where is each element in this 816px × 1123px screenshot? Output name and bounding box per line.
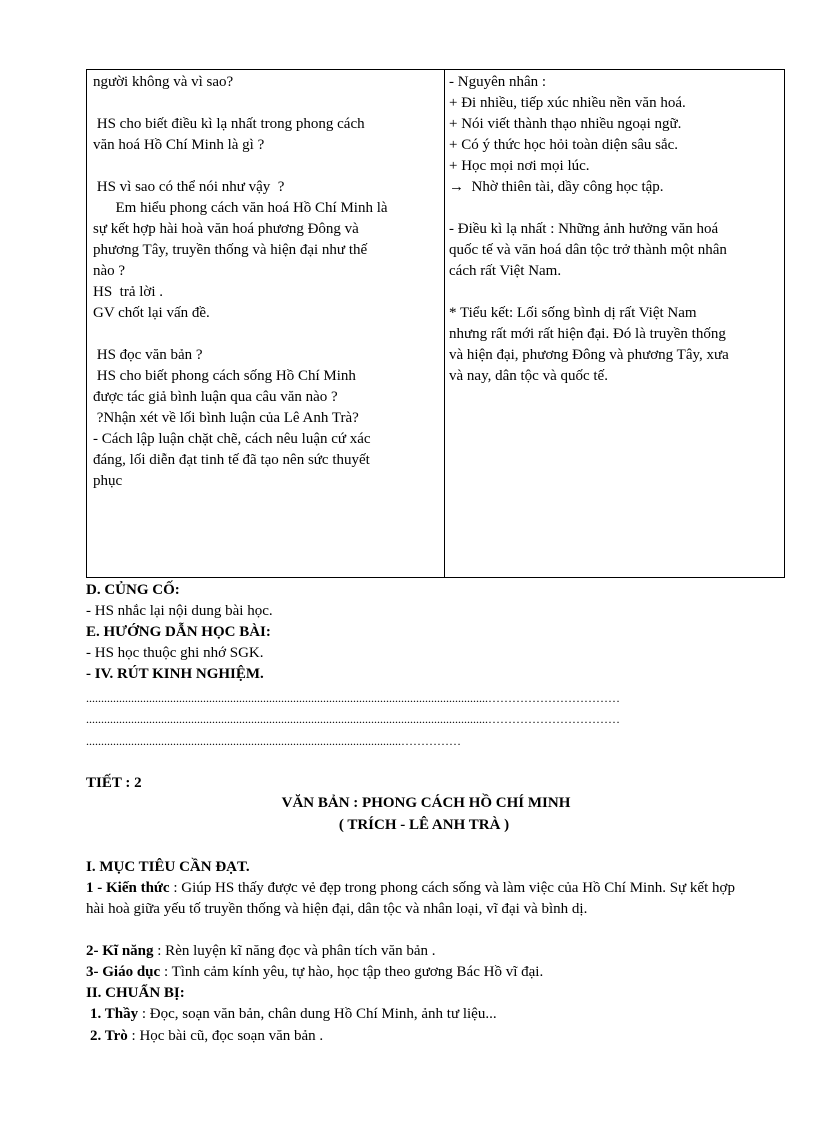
right-line: + Có ý thức học hỏi toàn diện sâu sắc.	[449, 137, 679, 153]
right-line: cách rất Việt Nam.	[449, 263, 562, 279]
left-line: ?Nhận xét về lối bình luận của Lê Anh Trà?	[93, 410, 359, 426]
right-line: - Điều kì lạ nhất : Những ảnh hưởng văn hoá	[449, 221, 719, 237]
right-line: và hiện đại, phương Đông và phương Tây, xưa	[449, 347, 729, 363]
right-line: + Nói viết thành thạo nhiều ngoại ngữ.	[449, 116, 682, 132]
notes-dotted-line-3: .........................................................................................................……………	[86, 734, 461, 748]
right-line: - Nguyên nhân :	[449, 74, 547, 90]
section-d-text: - HS nhắc lại nội dung bài học.	[86, 603, 273, 619]
student-label: 2. Trò	[90, 1028, 128, 1044]
left-line: HS cho biết phong cách sống Hồ Chí Minh	[93, 368, 356, 384]
left-line: - Cách lập luận chặt chẽ, cách nêu luận cứ xác	[93, 431, 371, 447]
right-line: nhưng rất mới rất hiện đại. Đó là truyền thống	[449, 326, 726, 342]
education-text: : Tình cảm kính yêu, tự hào, học tập theo gương Bác Hồ vĩ đại.	[160, 964, 544, 980]
skill-label: 2- Kĩ năng	[86, 943, 154, 959]
teacher-text: : Đọc, soạn văn bản, chân dung Hồ Chí Minh, ảnh tư liệu...	[138, 1006, 497, 1022]
left-line	[93, 324, 433, 345]
teacher-student-activity-cell	[93, 72, 433, 492]
knowledge-label: 1 - Kiến thức	[86, 880, 170, 896]
right-line	[449, 282, 779, 303]
objectives-education	[86, 962, 786, 983]
left-line: HS vì sao có thể nói như vậy ?	[93, 179, 285, 195]
left-line: GV chốt lại vấn đề.	[93, 305, 210, 321]
left-line: Em hiểu phong cách văn hoá Hồ Chí Minh là	[93, 200, 388, 216]
knowledge-text: : Giúp HS thấy được vẻ đẹp trong phong cách sống và làm việc của Hồ Chí Minh. Sự kết hợp hài hoà giữa yếu tố truyền thống và hiện đại, dân tộc và nhân loại, vĩ đại và bình dị.	[86, 880, 735, 917]
section-e-heading: E. HƯỚNG DẪN HỌC BÀI:	[86, 624, 271, 640]
left-line	[93, 156, 433, 177]
left-line: phương Tây, truyền thống và hiện đại như thế	[93, 242, 368, 258]
lesson-title: VĂN BẢN : PHONG CÁCH HỒ CHÍ MINH	[281, 795, 571, 811]
right-line: * Tiểu kết: Lối sống bình dị rất Việt Nam	[449, 305, 697, 321]
objectives-knowledge	[86, 878, 746, 920]
lesson-subtitle: ( TRÍCH - LÊ ANH TRÀ )	[338, 817, 510, 833]
section-e-text: - HS học thuộc ghi nhớ SGK.	[86, 645, 264, 661]
preparation-heading: II. CHUẨN BỊ:	[86, 985, 185, 1001]
right-line: + Đi nhiều, tiếp xúc nhiều nền văn hoá.	[449, 95, 686, 111]
notes-dotted-line-1: ......................................................................................................................................……………………………	[86, 691, 620, 705]
objectives-skill	[86, 941, 786, 962]
left-line: đáng, lối diễn đạt tinh tế đã tạo nên sức thuyết	[93, 452, 370, 468]
table-column-divider	[444, 70, 445, 577]
left-line: được tác giả bình luận qua câu văn nào ?	[93, 389, 338, 405]
section-iv-heading: - IV. RÚT KINH NGHIỆM.	[86, 666, 264, 682]
preparation-student	[90, 1026, 790, 1047]
left-line: phục	[93, 473, 123, 489]
right-line: quốc tế và văn hoá dân tộc trở thành một nhân	[449, 242, 727, 258]
right-line	[449, 198, 779, 219]
teacher-label: 1. Thầy	[90, 1006, 139, 1022]
left-line: người không và vì sao?	[93, 74, 234, 90]
left-line: nào ?	[93, 263, 126, 279]
right-line: → Nhờ thiên tài, dầy công học tập.	[449, 179, 664, 195]
education-label: 3- Giáo dục	[86, 964, 161, 980]
skill-text: : Rèn luyện kĩ năng đọc và phân tích văn bản .	[153, 943, 436, 959]
preparation-teacher	[90, 1004, 790, 1025]
student-text: : Học bài cũ, đọc soạn văn bản .	[127, 1028, 324, 1044]
section-d-heading: D. CỦNG CỐ:	[86, 582, 180, 598]
left-line: HS trả lời .	[93, 284, 164, 300]
lesson-table	[86, 69, 785, 578]
left-line: văn hoá Hồ Chí Minh là gì ?	[93, 137, 265, 153]
left-line: sự kết hợp hài hoà văn hoá phương Đông và	[93, 221, 359, 237]
lesson-period: TIẾT : 2	[86, 775, 142, 791]
left-line: HS đọc văn bản ?	[93, 347, 203, 363]
objectives-heading: I. MỤC TIÊU CẦN ĐẠT.	[86, 859, 250, 875]
lesson-content-cell	[449, 72, 779, 387]
right-line: + Học mọi nơi mọi lúc.	[449, 158, 590, 174]
notes-dotted-line-2: ......................................................................................................................................……………………………	[86, 712, 620, 726]
right-line: và nay, dân tộc và quốc tế.	[449, 368, 608, 384]
left-line: HS cho biết điều kì lạ nhất trong phong cách	[93, 116, 365, 132]
left-line	[93, 93, 433, 114]
